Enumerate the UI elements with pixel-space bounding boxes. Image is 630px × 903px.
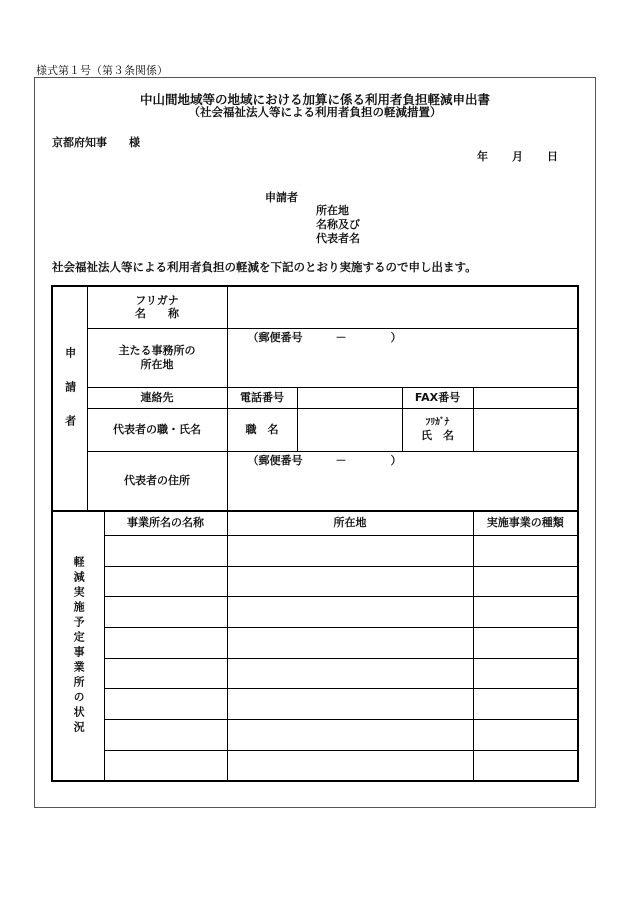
- person-name-label: 氏 名: [421, 428, 454, 442]
- facility-name-cell[interactable]: [104, 750, 227, 781]
- applicant-rep-label: 代表者名: [316, 232, 360, 245]
- furigana-small-label: ﾌﾘｶﾞﾅ: [425, 417, 450, 429]
- facility-name-cell[interactable]: [104, 536, 227, 567]
- col-service-type: 実施事業の種類: [473, 511, 578, 536]
- service-type-cell[interactable]: [473, 750, 578, 781]
- fax-label: FAX番号: [402, 387, 473, 408]
- facility-row: [52, 597, 578, 628]
- office-address-label-2: 所在地: [140, 357, 174, 371]
- contact-label: 連絡先: [87, 387, 227, 408]
- applicant-section-label: 申請者: [52, 286, 87, 511]
- facility-row: [52, 750, 578, 781]
- facility-address-cell[interactable]: [227, 689, 473, 720]
- person-name-label-cell: [402, 408, 473, 451]
- name-input[interactable]: [227, 286, 578, 328]
- facility-row: [52, 658, 578, 689]
- office-address-label-1: 主たる事務所の: [118, 343, 196, 357]
- addressee: 京都府知事 様: [52, 136, 140, 149]
- facility-name-cell[interactable]: [104, 566, 227, 597]
- phone-input[interactable]: [297, 387, 402, 408]
- service-type-cell[interactable]: [473, 720, 578, 751]
- facility-address-cell[interactable]: [227, 536, 473, 567]
- facility-name-cell[interactable]: [104, 597, 227, 628]
- day-label: 日: [547, 150, 558, 163]
- facility-address-cell[interactable]: [227, 597, 473, 628]
- applicant-name-label: 名称及び: [316, 218, 360, 231]
- applicant-address-label: 所在地: [316, 204, 349, 217]
- person-name-input[interactable]: [473, 408, 578, 451]
- col-facility-name: 事業所名の名称: [104, 511, 227, 536]
- facility-address-cell[interactable]: [227, 750, 473, 781]
- facility-name-cell[interactable]: [104, 658, 227, 689]
- facility-name-cell[interactable]: [104, 628, 227, 659]
- service-type-cell[interactable]: [473, 689, 578, 720]
- name-label-cell: [87, 286, 227, 328]
- phone-label: 電話番号: [227, 387, 297, 408]
- application-table: [51, 285, 579, 782]
- month-label: 月: [512, 150, 523, 163]
- fax-input[interactable]: [473, 387, 578, 408]
- furigana-label: フリガナ: [135, 293, 179, 307]
- service-type-cell[interactable]: [473, 566, 578, 597]
- facility-row: [52, 566, 578, 597]
- facility-address-cell[interactable]: [227, 628, 473, 659]
- service-type-cell[interactable]: [473, 536, 578, 567]
- office-address-label-cell: [87, 328, 227, 387]
- facility-address-cell[interactable]: [227, 658, 473, 689]
- office-address-input[interactable]: [227, 328, 578, 387]
- form-subtitle: （社会福祉法人等による利用者負担の軽減措置）: [188, 105, 442, 119]
- form-number: 様式第１号（第３条関係）: [36, 64, 168, 77]
- facility-section-label: 軽減実施予定事業所の状況: [52, 511, 104, 781]
- title-label: 職 名: [227, 408, 297, 451]
- rep-postal-code-label: （郵便番号 － ）: [247, 453, 402, 467]
- form-title: 中山間地域等の地域における加算に係る利用者負担軽減申出書: [139, 92, 490, 107]
- service-type-cell[interactable]: [473, 628, 578, 659]
- statement: 社会福祉法人等による利用者負担の軽減を下記のとおり実施するので申し出ます。: [52, 260, 477, 274]
- facility-name-cell[interactable]: [104, 720, 227, 751]
- name-label: 名 称: [135, 307, 179, 321]
- facility-name-cell[interactable]: [104, 689, 227, 720]
- facility-row: [52, 720, 578, 751]
- facility-row: [52, 536, 578, 567]
- rep-address-label: 代表者の住所: [87, 451, 227, 510]
- col-facility-address: 所在地: [227, 511, 473, 536]
- postal-code-label: （郵便番号 － ）: [247, 330, 402, 344]
- year-label: 年: [477, 150, 488, 163]
- facility-address-cell[interactable]: [227, 720, 473, 751]
- facility-row: [52, 689, 578, 720]
- title-input[interactable]: [297, 408, 402, 451]
- facility-row: [52, 628, 578, 659]
- applicant-heading: 申請者: [265, 191, 298, 204]
- service-type-cell[interactable]: [473, 597, 578, 628]
- rep-address-input[interactable]: [227, 451, 578, 510]
- rep-title-name-label: 代表者の職・氏名: [87, 408, 227, 451]
- facility-address-cell[interactable]: [227, 566, 473, 597]
- service-type-cell[interactable]: [473, 658, 578, 689]
